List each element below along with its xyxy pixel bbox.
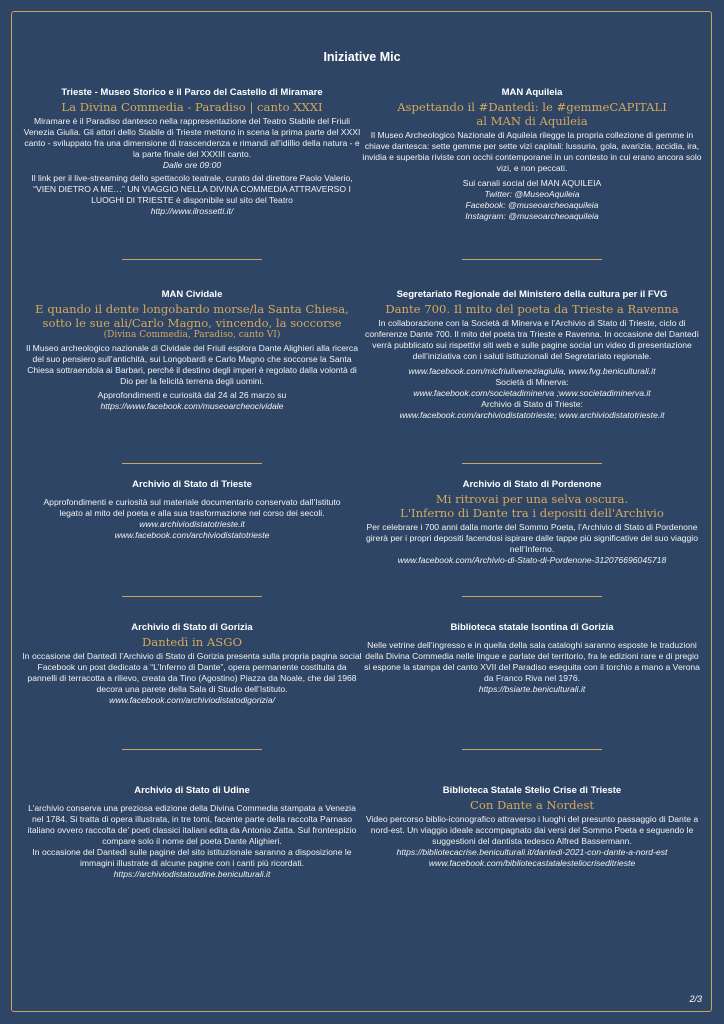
event-link[interactable]: http://www.ilrossetti.it/ <box>150 206 234 216</box>
event-subtitle: (Divina Commedia, Paradiso, canto VI) <box>103 330 281 340</box>
event-archivio-gorizia <box>22 622 362 706</box>
event-link-1[interactable]: https://bibliotecacrise.beniculturali.it/dantedi-2021-con-dante-a-nord-est <box>396 847 668 857</box>
event-link[interactable]: www.facebook.com/Archivio-di-Stato-di-Pordenone-312076696045718 <box>397 555 667 565</box>
event-title-line2: L'Inferno di Dante tra i depositi dell'Archivio <box>400 506 664 520</box>
divider <box>462 596 602 597</box>
event-description: Miramare è il Paradiso dantesco nella rappresentazione del Teatro Stabile del Friuli Venezia Giulia. Gli attori dello Stabile di Trieste mettono in scena la prima parte del XXXI canto - sviluppato fra una dimensione di trascendenza e rimandi all’idillio della natura - e la parte finale del XXXIII canto. <box>23 116 361 159</box>
event-link[interactable]: https://www.facebook.com/museoarcheocividale <box>100 401 284 411</box>
divider <box>122 463 262 464</box>
event-place: MAN Cividale <box>161 289 223 300</box>
event-description-2: Il link per il live-streaming dello spettacolo teatrale, curato dal direttore Paolo Valerio, “VIEN DIETRO A ME…” UN VIAGGIO NELLA DIVINA COMMEDIA ATTRAVERSO I LUOGHI DI TRIESTE è disponibile sul sito del Teatro <box>31 173 353 205</box>
event-time: Dalle ore 09:00 <box>162 160 222 170</box>
event-title: Dantedì in ASGO <box>142 635 242 649</box>
event-biblioteca-crise <box>362 785 702 869</box>
event-link[interactable]: https://bsiarte.beniculturali.it <box>478 684 586 694</box>
divider <box>462 259 602 260</box>
event-title: Con Dante a Nordest <box>469 798 595 812</box>
event-description-2: In occasione del Dantedì sulle pagine del sito istituzionale saranno a disposizione le immagini illustrate di alcune pagine con i canti più ricordati. <box>32 847 352 868</box>
event-place: Archivio di Stato di Udine <box>134 785 250 796</box>
event-archivio-trieste <box>22 479 362 541</box>
event-title-line2: al MAN di Aquileia <box>476 114 588 128</box>
page-heading: Iniziative Mic <box>323 50 401 64</box>
event-link-2[interactable]: www.facebook.com/societadiminerva ;www.societadiminerva.it <box>413 388 651 398</box>
event-link[interactable]: www.facebook.com/archiviodistatodigorizia/ <box>109 695 275 705</box>
event-place: Biblioteca statale Isontina di Gorizia <box>450 622 614 633</box>
event-title-line1: Mi ritrovai per una selva oscura. <box>435 492 629 506</box>
event-archivio-udine <box>22 785 362 880</box>
event-link-label-3: Archivio di Stato di Trieste: <box>481 399 583 409</box>
event-segretariato <box>362 289 702 421</box>
event-link-2[interactable]: www.facebook.com/bibliotecastatalesteliocriseditrieste <box>428 858 636 868</box>
event-title-line2: sotto le sue ali/Carlo Magno, vincendo, la soccorse <box>42 316 342 330</box>
event-description: Approfondimenti e curiosità sul materiale documentario conservato dall’Istituto legato al mito del poeta e alla sua trasformazione nel corso dei secoli. <box>43 497 341 518</box>
event-description: Il Museo Archeologico Nazionale di Aquileia rilegge la propria collezione di gemme in chiave dantesca: sette gemme per sette vizi capitali: lussuria, gola, avarizia, accidia, ira, invidia e superbia riviste con occhi contemporanei in un contesto in cui erano ancora solo vizi, e non peccati. <box>362 130 702 173</box>
event-place: Segretariato Regionale del Ministero della cultura per il FVG <box>396 289 668 300</box>
event-archivio-pordenone <box>362 479 702 566</box>
divider <box>462 749 602 750</box>
event-link-2[interactable]: www.facebook.com/archiviodistatotrieste <box>114 530 270 540</box>
event-link-1[interactable]: www.archiviodistatotrieste.it <box>139 519 245 529</box>
twitter-handle[interactable]: Twitter: @MuseoAquileia <box>484 189 580 199</box>
event-place: MAN Aquileia <box>501 87 563 98</box>
event-title: Dante 700. Il mito del poeta da Trieste a Ravenna <box>385 302 679 316</box>
event-cividale <box>22 289 362 412</box>
event-dates: Approfondimenti e curiosità dal 24 al 26 marzo su <box>97 390 287 400</box>
event-title-line1: E quando il dente longobardo morse/la Santa Chiesa, <box>35 302 349 316</box>
event-description: In collaborazione con la Società di Minerva e l’Archivio di Stato di Trieste, ciclo di conferenze Dante 700. Il mito del poeta tra Trieste e Ravenna. In occasione del Dantedì verrà pubblicato sui rispettivi siti web e sulle pagine social un video di presentazione dell’iniziativa con i saluti istituzionali del Segretariato regionale. <box>365 318 699 361</box>
social-intro: Sui canali social del MAN AQUILEIA <box>462 178 602 188</box>
event-description: L’archivio conserva una preziosa edizione della Divina Commedia stampata a Venezia nel 1784. Si tratta di opera illustrata, in tre tomi, facente parte della raccolta Parnaso italiano ovvero raccolta de’ poeti classici italiani edita da Antonio Zatta. Sul frontespizio compare solo il nome del poeta Dante Alighieri. <box>27 803 357 846</box>
event-aquileia <box>362 87 702 222</box>
event-link-label-2: Società di Minerva: <box>495 377 569 387</box>
event-title: La Divina Commedia - Paradiso | canto XXXI <box>61 100 323 114</box>
divider <box>122 259 262 260</box>
event-miramare <box>22 87 362 217</box>
event-place: Archivio di Stato di Gorizia <box>131 622 253 633</box>
event-title-line1: Aspettando il #Dantedì: le #gemmeCAPITALI <box>397 100 667 114</box>
divider <box>122 749 262 750</box>
divider <box>122 596 262 597</box>
event-place: Archivio di Stato di Pordenone <box>462 479 602 490</box>
event-link[interactable]: https://archiviodistatoudine.beniculturali.it <box>113 869 271 879</box>
event-place: Biblioteca Statale Stelio Crise di Trieste <box>442 785 622 796</box>
event-description: In occasione del Dantedì l’Archivio di Stato di Gorizia presenta sulla propria pagina social Facebook un post dedicato a “L’Inferno di Dante”, opera permanente costituita da pannelli di terracotta a rilievo, creata da Tino (Agostino) Piazza da Noale, che dal 1968 decora una parete della Sala di Studio dell’Istituto. <box>22 651 362 694</box>
event-place: Archivio di Stato di Trieste <box>132 479 252 490</box>
page-number: 2/3 <box>689 994 702 1004</box>
event-link-1[interactable]: www.facebook.com/micfriuliveneziagiulia, www.fvg.beniculturali.it <box>408 366 656 376</box>
event-link-3[interactable]: www.facebook.com/archiviodistatotrieste; www.archiviodistatotrieste.it <box>399 410 665 420</box>
facebook-handle[interactable]: Facebook: @museoarcheoaquileia <box>465 200 599 210</box>
divider <box>462 463 602 464</box>
event-description: Video percorso biblio-iconografico attraverso i luoghi del presunto passaggio di Dante a nord-est. Un viaggio ideale accompagnato dai versi del Sommo Poeta e seguendo le suggestioni del dantista tedesco Alfred Bassermann. <box>365 814 699 846</box>
instagram-handle[interactable]: Instagram: @museoarcheoaquileia <box>465 211 599 221</box>
event-description: Il Museo archeologico nazionale di Cividale del Friuli esplora Dante Alighieri alla ricerca del suo pensiero sull’antichità, sui Longobardi e Carlo Magno che soccorse la Santa Chiesa sottraendola ai Barbari, perché il destino degli imperi è regolato dalla volontà di Dio per la felicità terrena degli uomini. <box>26 343 358 386</box>
event-biblioteca-isontina <box>362 622 702 695</box>
event-place: Trieste - Museo Storico e il Parco del Castello di Miramare <box>61 87 323 98</box>
event-description: Nelle vetrine dell’ingresso e in quella della sala cataloghi saranno esposte le traduzioni della Divina Commedia nelle lingue e parlate del territorio, fra le edizioni rare e di pregio si espone la stampa del canto XVII del Paradiso eseguita con il torchio a mano a Verona da Franco Riva nel 1976. <box>364 640 700 683</box>
event-description: Per celebrare i 700 anni dalla morte del Sommo Poeta, l’Archivio di Stato di Pordenone girerà per i propri depositi facendosi ispirare dalle tappe più significative del suo viaggio nell’Inferno. <box>365 522 698 554</box>
